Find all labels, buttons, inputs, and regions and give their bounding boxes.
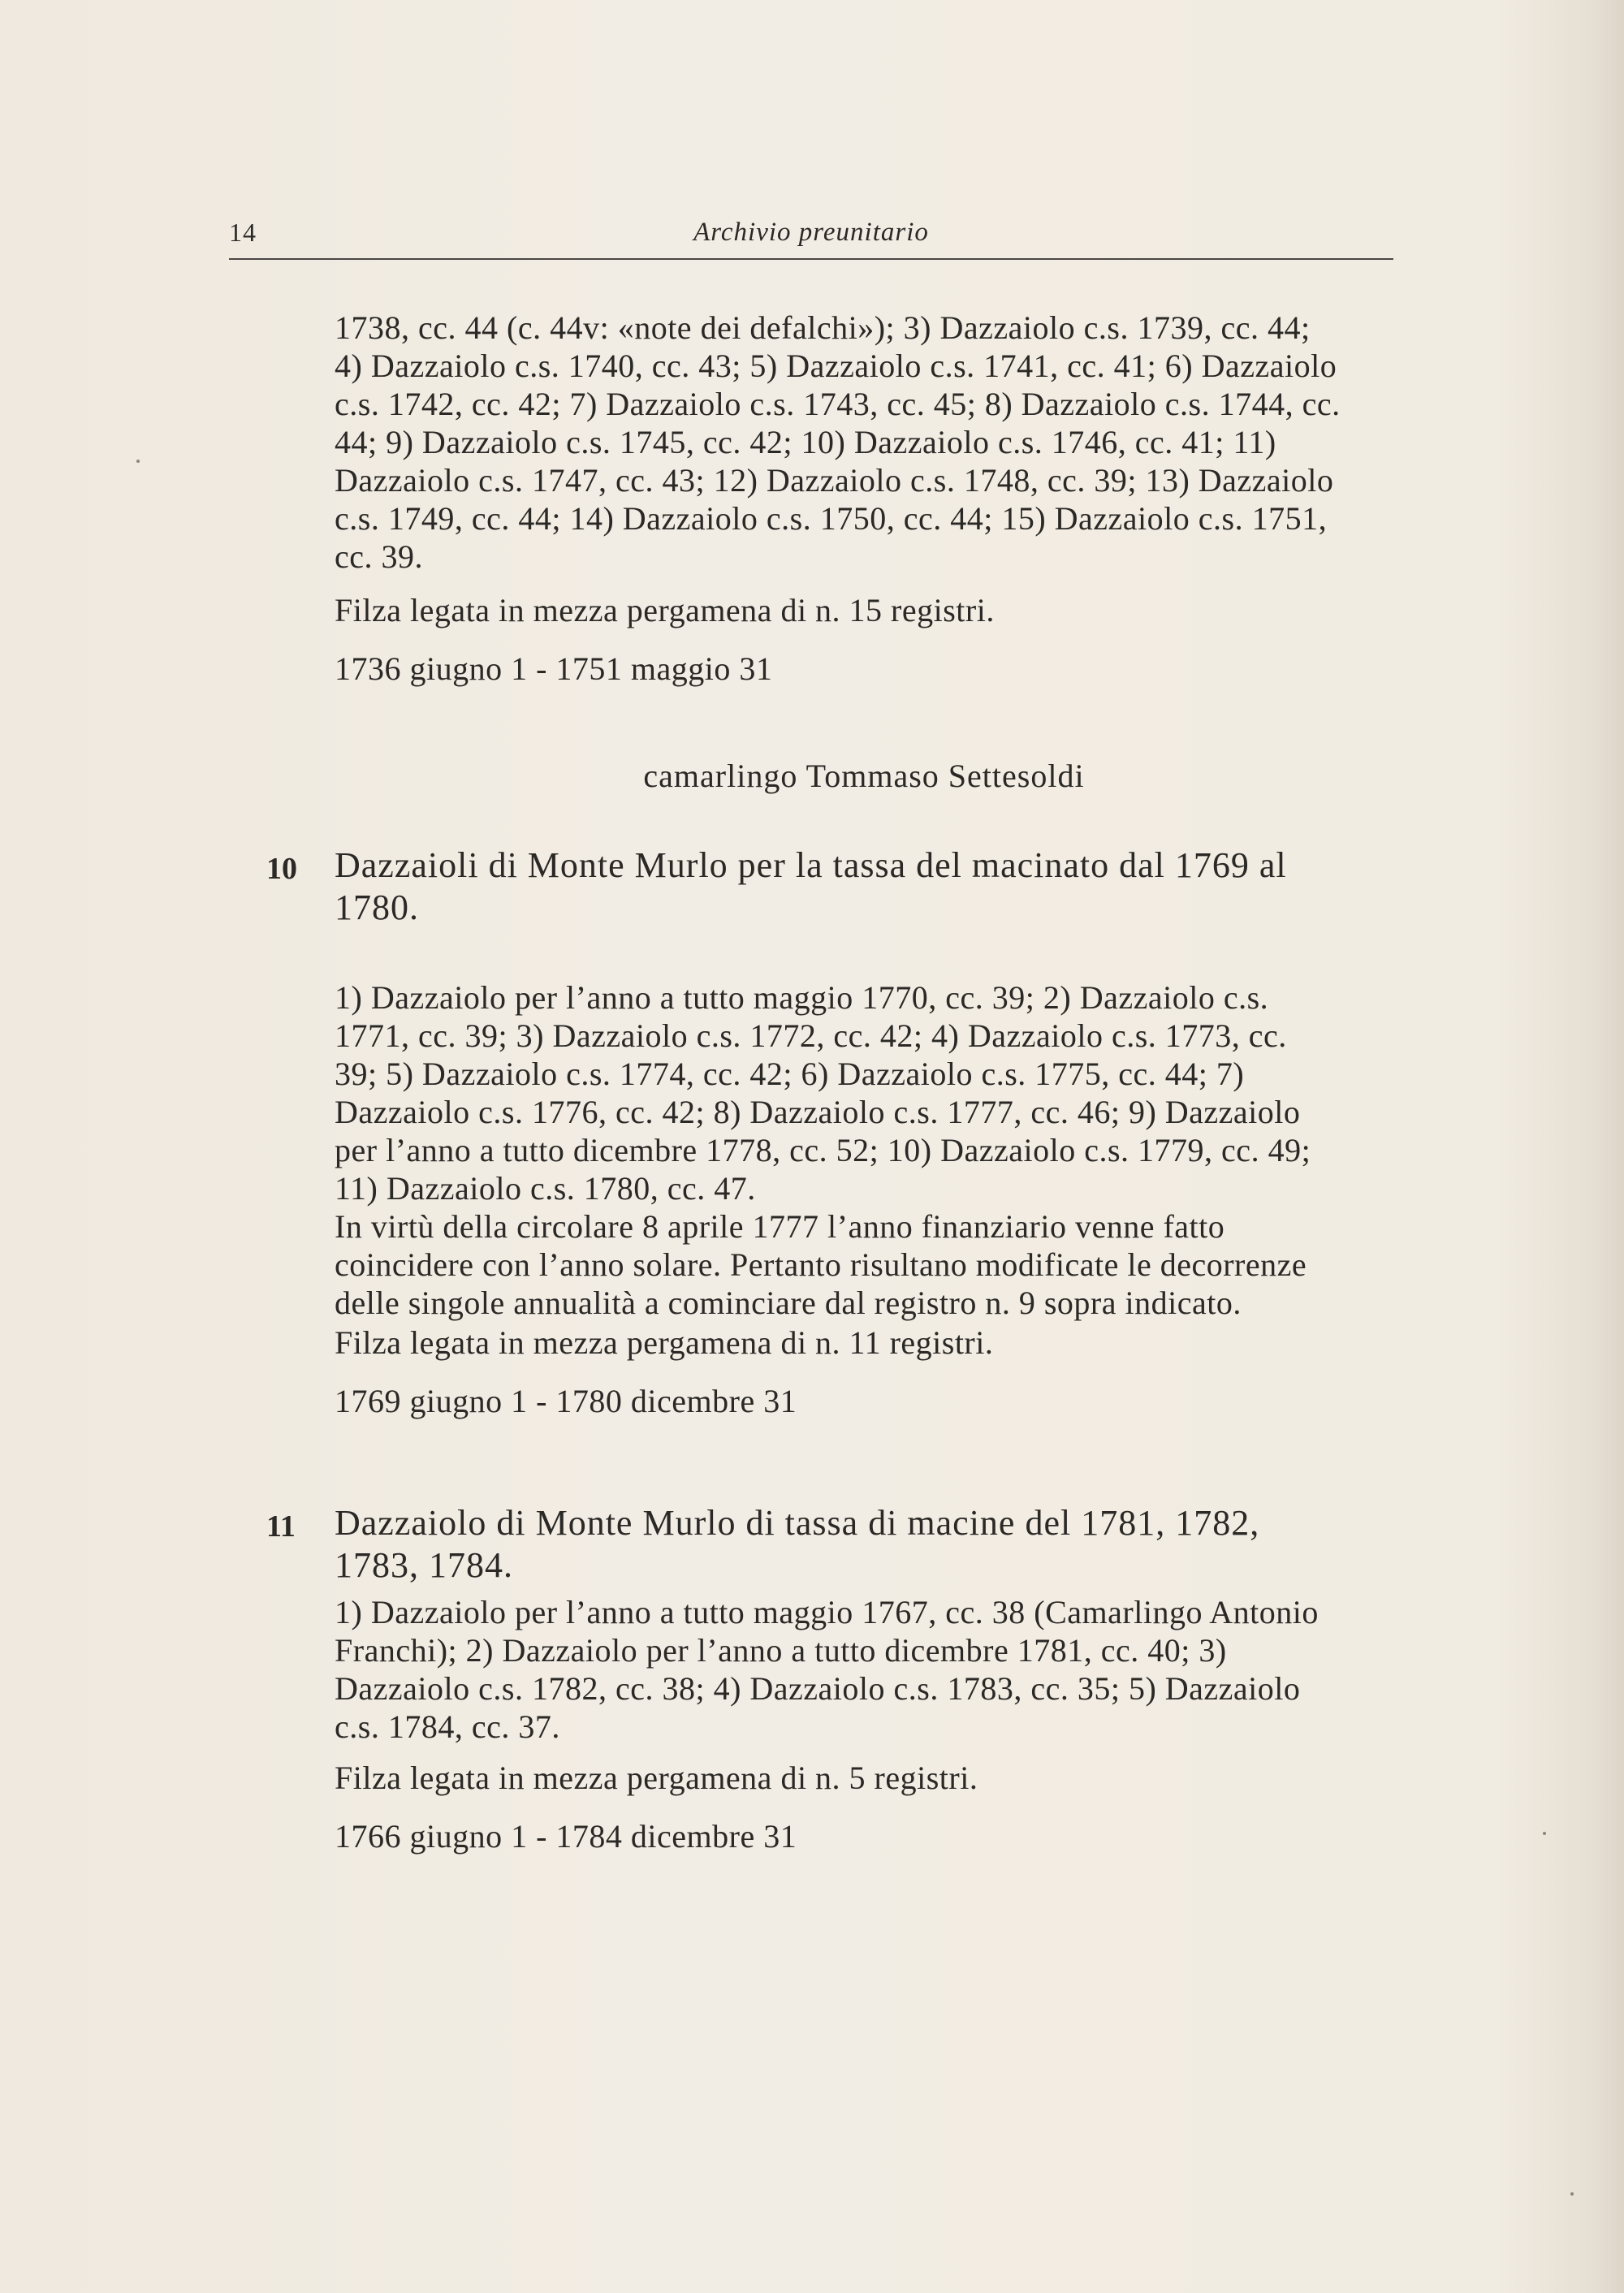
page-header xyxy=(229,218,1393,260)
running-title: Archivio preunitario xyxy=(693,218,929,247)
contents-line: Dazzaiolo c.s. 1782, cc. 38; 4) Dazzaiolo c.s. 1783, cc. 35; 5) Dazzaiolo xyxy=(335,1670,1301,1707)
paper-speck xyxy=(1570,2192,1574,2196)
paper-speck xyxy=(136,460,140,463)
entry-title xyxy=(335,1502,1393,1587)
contents-line: 1738, cc. 44 (c. 44v: «note dei defalchi»); 3) Dazzaiolo c.s. 1739, cc. 44; xyxy=(335,309,1311,346)
page-number: 14 xyxy=(229,218,257,247)
entry-title-line: 1783, 1784. xyxy=(335,1545,513,1585)
contents-line: 4) Dazzaiolo c.s. 1740, cc. 43; 5) Dazzaiolo c.s. 1741, cc. 41; 6) Dazzaiolo xyxy=(335,348,1337,384)
entry-description: Filza legata in mezza pergamena di n. 5 registri. xyxy=(335,1760,978,1796)
contents-line: c.s. 1749, cc. 44; 14) Dazzaiolo c.s. 1750, cc. 44; 15) Dazzaiolo c.s. 1751, xyxy=(335,500,1328,537)
entry-title xyxy=(335,844,1393,929)
contents-line: 1771, cc. 39; 3) Dazzaiolo c.s. 1772, cc. 42; 4) Dazzaiolo c.s. 1773, cc. xyxy=(335,1017,1287,1054)
paper-speck xyxy=(1543,1832,1546,1835)
contents-line: 1) Dazzaiolo per l’anno a tutto maggio 1767, cc. 38 (Camarlingo Antonio xyxy=(335,1594,1319,1630)
contents-line: cc. 39. xyxy=(335,538,424,575)
note-line: coincidere con l’anno solare. Pertanto risultano modificate le decorrenze xyxy=(335,1246,1307,1283)
entry-number: 10 xyxy=(266,852,297,886)
contents-line: 44; 9) Dazzaiolo c.s. 1745, cc. 42; 10) Dazzaiolo c.s. 1746, cc. 41; 11) xyxy=(335,424,1276,460)
entry-contents xyxy=(335,1593,1393,1746)
contents-line: c.s. 1784, cc. 37. xyxy=(335,1708,560,1745)
entry-description: Filza legata in mezza pergamena di n. 11 registri. xyxy=(335,1324,994,1361)
entry-title-line: Dazzaiolo di Monte Murlo di tassa di macine del 1781, 1782, xyxy=(335,1503,1260,1543)
continued-entry-dates: 1736 giugno 1 - 1751 maggio 31 xyxy=(335,650,773,687)
contents-line: per l’anno a tutto dicembre 1778, cc. 52; 10) Dazzaiolo c.s. 1779, cc. 49; xyxy=(335,1132,1311,1168)
contents-line: 39; 5) Dazzaiolo c.s. 1774, cc. 42; 6) Dazzaiolo c.s. 1775, cc. 44; 7) xyxy=(335,1056,1245,1092)
entry-number: 11 xyxy=(266,1509,296,1544)
contents-line: 1) Dazzaiolo per l’anno a tutto maggio 1770, cc. 39; 2) Dazzaiolo c.s. xyxy=(335,979,1269,1016)
contents-line: Dazzaiolo c.s. 1747, cc. 43; 12) Dazzaiolo c.s. 1748, cc. 39; 13) Dazzaiolo xyxy=(335,462,1334,499)
section-heading: camarlingo Tommaso Settesoldi xyxy=(643,758,1085,794)
entry-contents xyxy=(335,978,1393,1322)
entry-title-line: 1780. xyxy=(335,887,419,927)
continued-entry-contents xyxy=(335,309,1393,576)
entry-dates: 1769 giugno 1 - 1780 dicembre 31 xyxy=(335,1383,797,1419)
contents-line: Dazzaiolo c.s. 1776, cc. 42; 8) Dazzaiolo c.s. 1777, cc. 46; 9) Dazzaiolo xyxy=(335,1094,1301,1130)
contents-line: c.s. 1742, cc. 42; 7) Dazzaiolo c.s. 1743, cc. 45; 8) Dazzaiolo c.s. 1744, cc. xyxy=(335,386,1341,422)
contents-line: 11) Dazzaiolo c.s. 1780, cc. 47. xyxy=(335,1170,756,1207)
note-line: delle singole annualità a cominciare dal registro n. 9 sopra indicato. xyxy=(335,1285,1242,1321)
continued-entry-description: Filza legata in mezza pergamena di n. 15 registri. xyxy=(335,592,995,628)
entry-dates: 1766 giugno 1 - 1784 dicembre 31 xyxy=(335,1818,797,1855)
contents-line: Franchi); 2) Dazzaiolo per l’anno a tutto dicembre 1781, cc. 40; 3) xyxy=(335,1632,1227,1669)
note-line: In virtù della circolare 8 aprile 1777 l’anno finanziario venne fatto xyxy=(335,1208,1225,1245)
entry-title-line: Dazzaioli di Monte Murlo per la tassa del macinato dal 1769 al xyxy=(335,845,1287,885)
